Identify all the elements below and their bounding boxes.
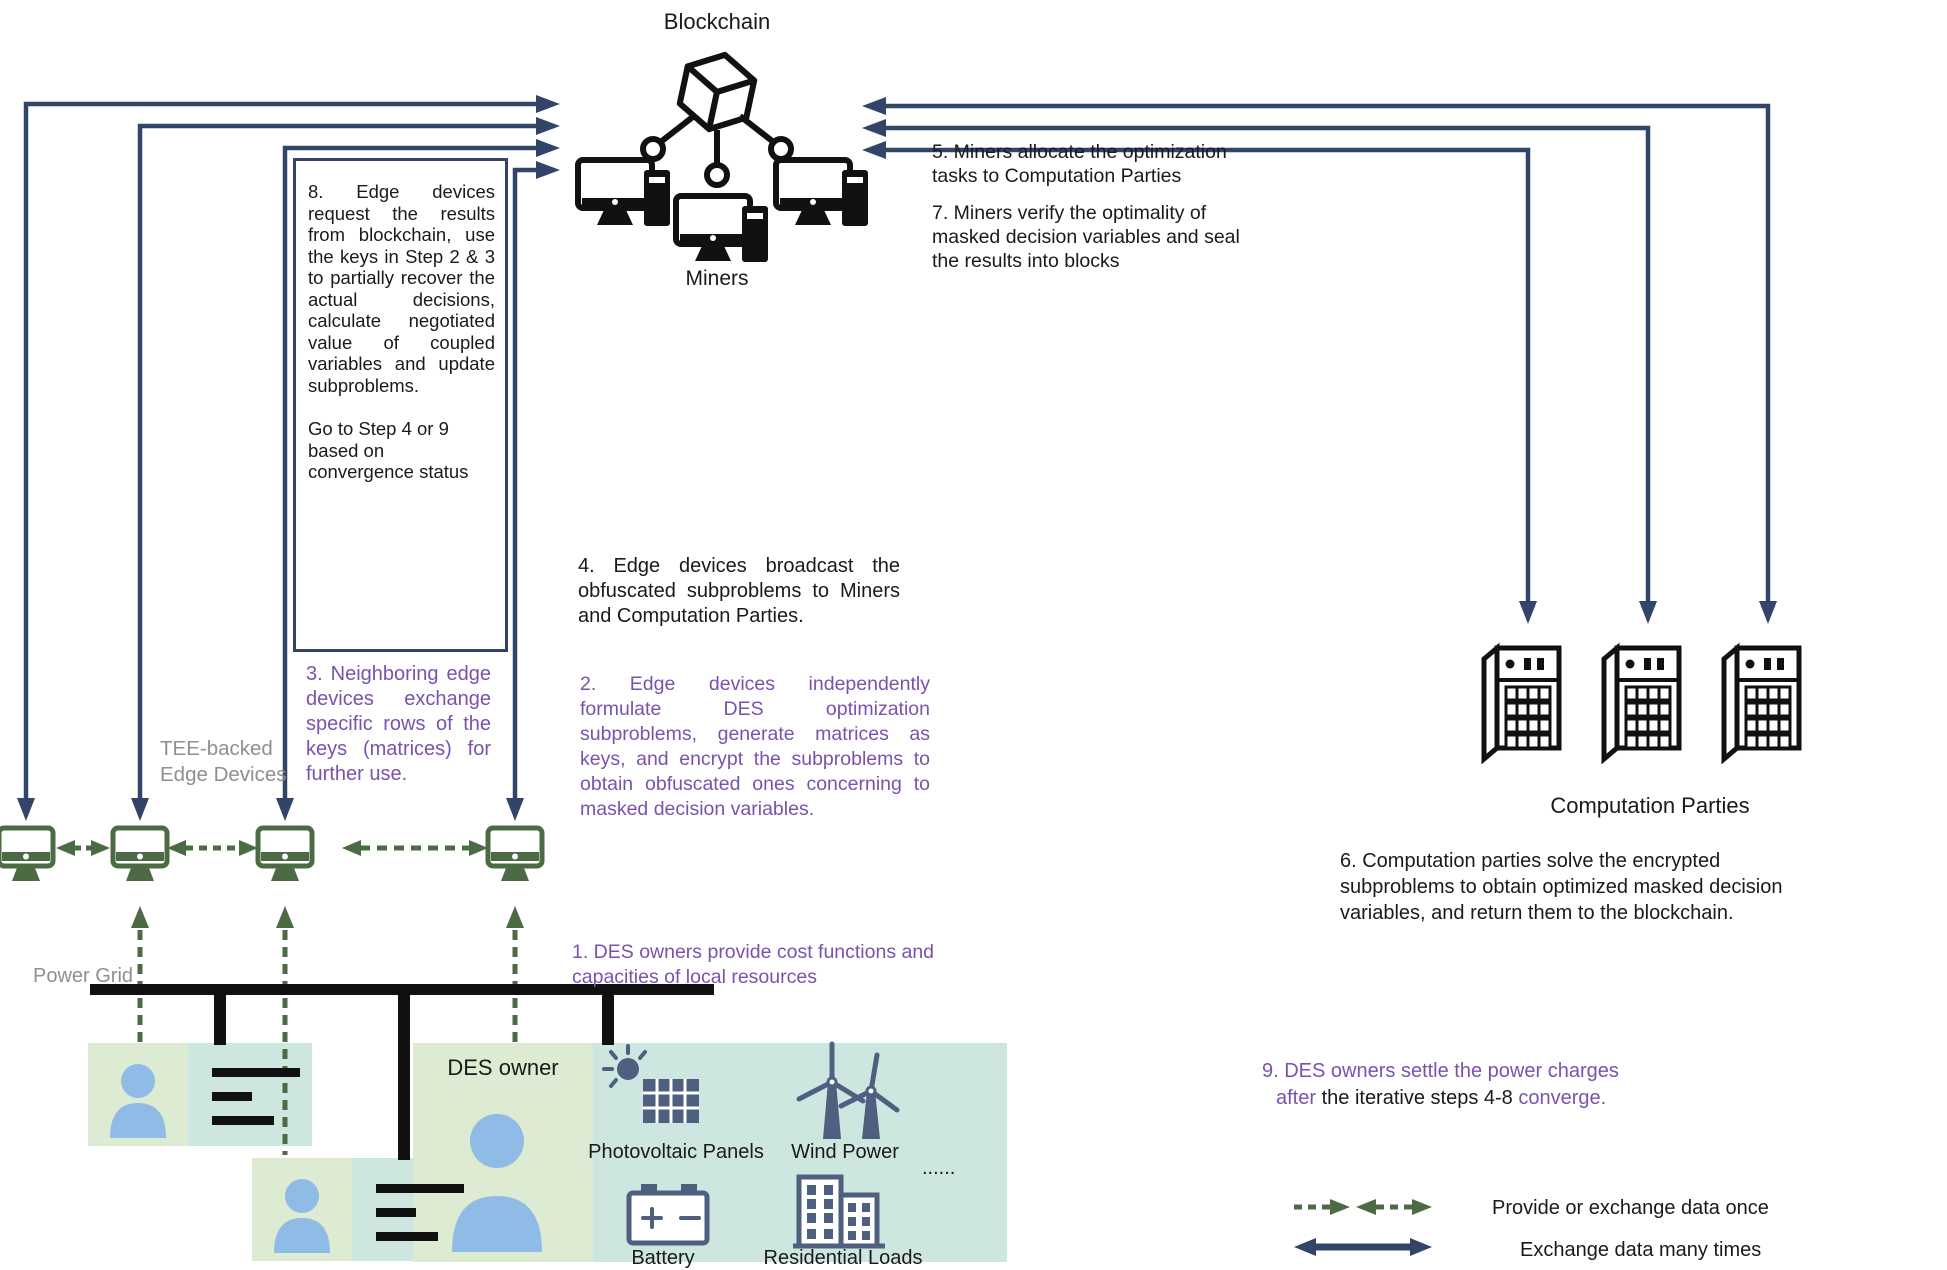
computation-server-icon bbox=[1724, 648, 1799, 759]
owner-person-icon bbox=[274, 1179, 330, 1253]
edge-device-monitor-icon bbox=[113, 828, 167, 881]
step6-text: 6. Computation parties solve the encrypted subproblems to obtain optimized masked decision variables, and return them to the blockchain. bbox=[1340, 850, 1783, 924]
step9-text bbox=[1262, 1058, 1712, 1112]
step5-step7-block bbox=[932, 140, 1262, 273]
legend-dashed-arrow-once bbox=[1294, 1199, 1432, 1215]
wind-turbine-icon bbox=[799, 1044, 897, 1139]
miner-computer-icon bbox=[578, 160, 670, 226]
computation-parties-label: Computation Parties bbox=[1550, 793, 1750, 818]
miner-computer-icon bbox=[776, 160, 868, 226]
blockchain-title: Blockchain bbox=[663, 9, 771, 34]
power-grid-label: Power Grid bbox=[33, 965, 134, 987]
step7-text: 7. Miners verify the optimality of masked decision variables and seal the results into blocks bbox=[932, 202, 1240, 272]
edge-device-monitor-icon bbox=[0, 828, 53, 881]
buildings-icon bbox=[793, 1177, 885, 1246]
step8-box bbox=[293, 158, 508, 652]
battery-icon bbox=[629, 1184, 707, 1243]
step5-text: 5. Miners allocate the optimization tasks to Computation Parties bbox=[932, 141, 1227, 187]
owner-person-icon bbox=[110, 1064, 166, 1138]
edge-device-monitor-icon bbox=[258, 828, 312, 881]
battery-label: Battery bbox=[631, 1247, 695, 1269]
des-owner-person-icon bbox=[452, 1114, 542, 1252]
legend-once-label: Provide or exchange data once bbox=[1492, 1197, 1769, 1219]
step2-text: 2. Edge devices independently formulate DES optimization subproblems, generate matrices as keys, and encrypt the subproblems to obtain obfuscated ones concerning to masked decision variables. bbox=[580, 673, 930, 820]
tee-backed-edge-devices-label: TEE-backed Edge Devices bbox=[160, 737, 287, 786]
wind-power-label: Wind Power bbox=[791, 1141, 899, 1163]
des-owner-label: DES owner bbox=[447, 1055, 559, 1080]
computation-server-icon bbox=[1484, 648, 1559, 759]
residential-loads-label: Residential Loads bbox=[763, 1247, 923, 1269]
step9-after: after bbox=[1276, 1087, 1322, 1109]
solar-panel-icon bbox=[604, 1046, 699, 1123]
legend-many-label: Exchange data many times bbox=[1520, 1239, 1762, 1261]
step8-note: Go to Step 4 or 9 based on convergence status bbox=[308, 418, 469, 482]
step8-text: 8. Edge devices request the results from blockchain, use the keys in Step 2 & 3 to partially recover the actual decisions, calculate negotiated value of coupled variables and update subproblems. bbox=[308, 181, 495, 396]
miners-label: Miners bbox=[685, 267, 749, 290]
step3-text: 3. Neighboring edge devices exchange specific rows of the keys (matrices) for further use. bbox=[306, 663, 491, 785]
computation-server-icon bbox=[1604, 648, 1679, 759]
legend-solid-arrow-many bbox=[1294, 1238, 1432, 1256]
step9-middle: the iterative steps 4-8 bbox=[1321, 1087, 1513, 1109]
step9-converge: converge. bbox=[1512, 1087, 1607, 1109]
edge-device-monitor-icon bbox=[488, 828, 542, 881]
more-resources-ellipsis: ...... bbox=[922, 1157, 956, 1179]
step4-text: 4. Edge devices broadcast the obfuscated subproblems to Miners and Computation Parties. bbox=[578, 555, 900, 627]
step1-text: 1. DES owners provide cost functions and capacities of local resources bbox=[572, 941, 935, 988]
photovoltaic-label: Photovoltaic Panels bbox=[588, 1141, 764, 1163]
owner-to-device-dashed-arrows bbox=[131, 906, 524, 1155]
owner-card-text-bars bbox=[212, 1068, 464, 1241]
step9-line1: 9. DES owners settle the power charges bbox=[1262, 1060, 1619, 1082]
miner-computer-icon bbox=[676, 196, 768, 262]
